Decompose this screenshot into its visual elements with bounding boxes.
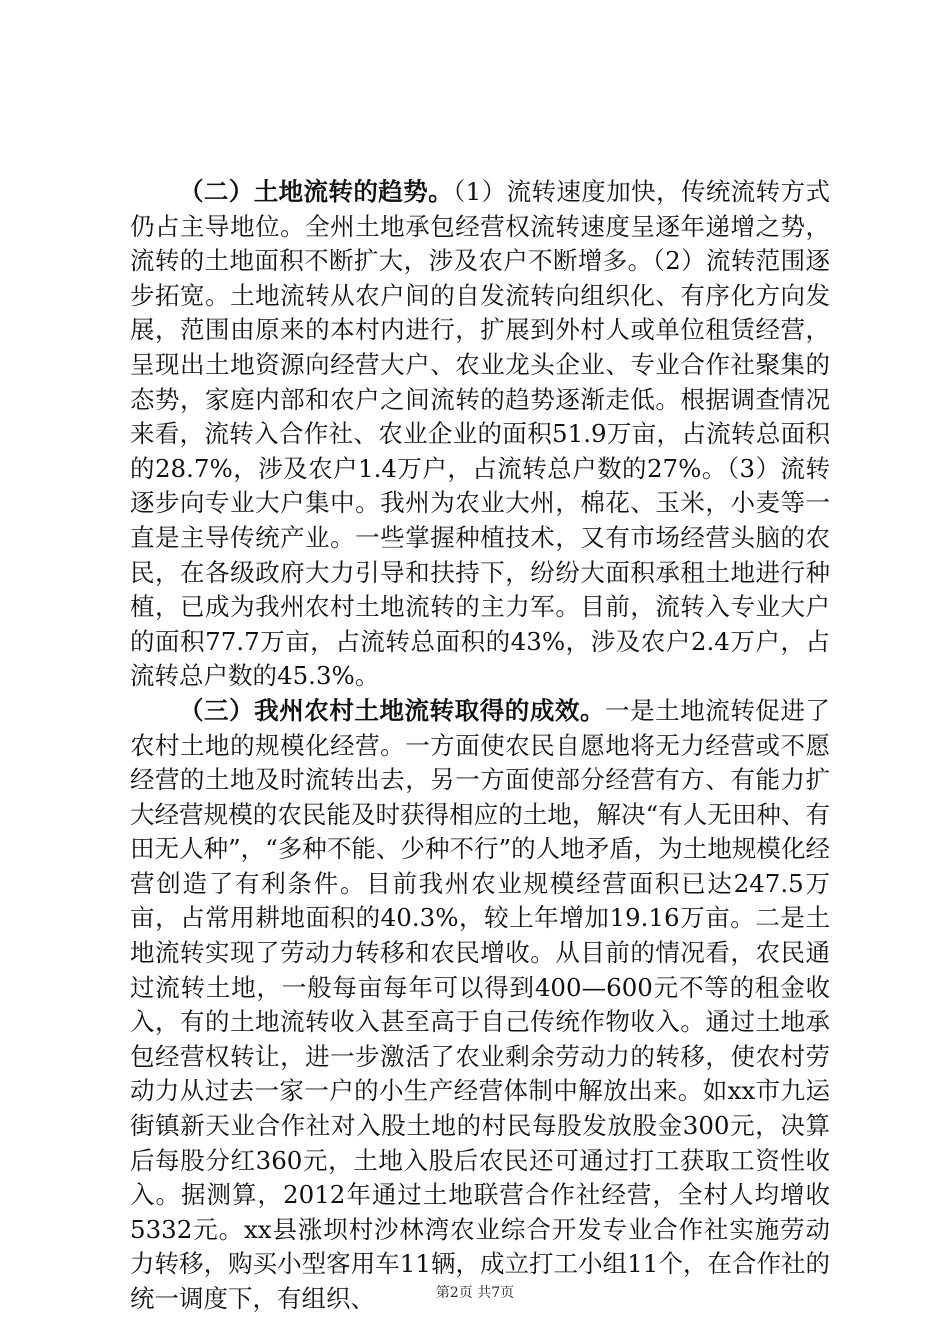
paragraph-land-transfer-trend (130, 175, 830, 694)
page-number: 第2页 共7页 (435, 1285, 515, 1301)
section-heading-trend: （二）土地流转的趋势。 (179, 177, 454, 206)
paragraph-text-trend: （1）流转速度加快，传统流转方式仍占主导地位。全州土地承包经营权流转速度呈逐年递增之势，流转的土地面积不断扩大，涉及农户不断增多。（2）流转范围逐步拓宽。土地流转从农户间的自发流转向组织化、有序化方向发展，范围由原来的本村内进行，扩展到外村人或单位租赁经营，呈现出土地资源向经营大户、农业龙头企业、专业合作社聚集的态势，家庭内部和农户之间流转的趋势逐渐走低。根据调查情况来看，流转入合作社、农业企业的面积51.9万亩，占流转总面积的28.7%，涉及农户1.4万户，占流转总户数的27%。（3）流转逐步向专业大户集中。我州为农业大州，棉花、玉米，小麦等一直是主导传统产业。一些掌握种植技术，又有市场经营头脑的农民，在各级政府大力引导和扶持下，纷纷大面积承租土地进行种植，已成为我州农村土地流转的主力军。目前，流转入专业大户的面积77.7万亩，占流转总面积的43%，涉及农户2.4万户，占流转总户数的45.3%。 (130, 177, 830, 691)
paragraph-text-results: 一是土地流转促进了农村土地的规模化经营。一方面使农民自愿地将无力经营或不愿经营的土地及时流转出去，另一方面使部分经营有方、有能力扩大经营规模的农民能及时获得相应的土地，解决“有人无田种、有田无人种”，“多种不能、少种不行”的人地矛盾，为土地规模化经营创造了有利条件。目前我州农业规模经营面积已达247.5万亩，占常用耕地面积的40.3%，较上年增加19.16万亩。二是土地流转实现了劳动力转移和农民增收。从目前的情况看，农民通过流转土地，一般每亩每年可以得到400—600元不等的租金收入，有的土地流转收入甚至高于自己传统作物收入。通过土地承包经营权转让，进一步激活了农业剩余劳动力的转移，使农村劳动力从过去一家一户的小生产经营体制中解放出来。如xx市九运街镇新天业合作社对入股土地的村民每股发放股金300元，决算后每股分红360元，土地入股后农民还可通过打工获取工资性收入。据测算，2012年通过土地联营合作社经营，全村人均增收5332元。xx县涨坝村沙林湾农业综合开发专业合作社实施劳动力转移，购买小型客用车11辆，成立打工小组11个，在合作社的统一调度下，有组织、 (130, 695, 831, 1313)
section-heading-results: （三）我州农村土地流转取得的成效。 (179, 695, 606, 725)
document-body (130, 175, 830, 1317)
paragraph-land-transfer-results (130, 694, 830, 1317)
page-footer (0, 1282, 950, 1302)
